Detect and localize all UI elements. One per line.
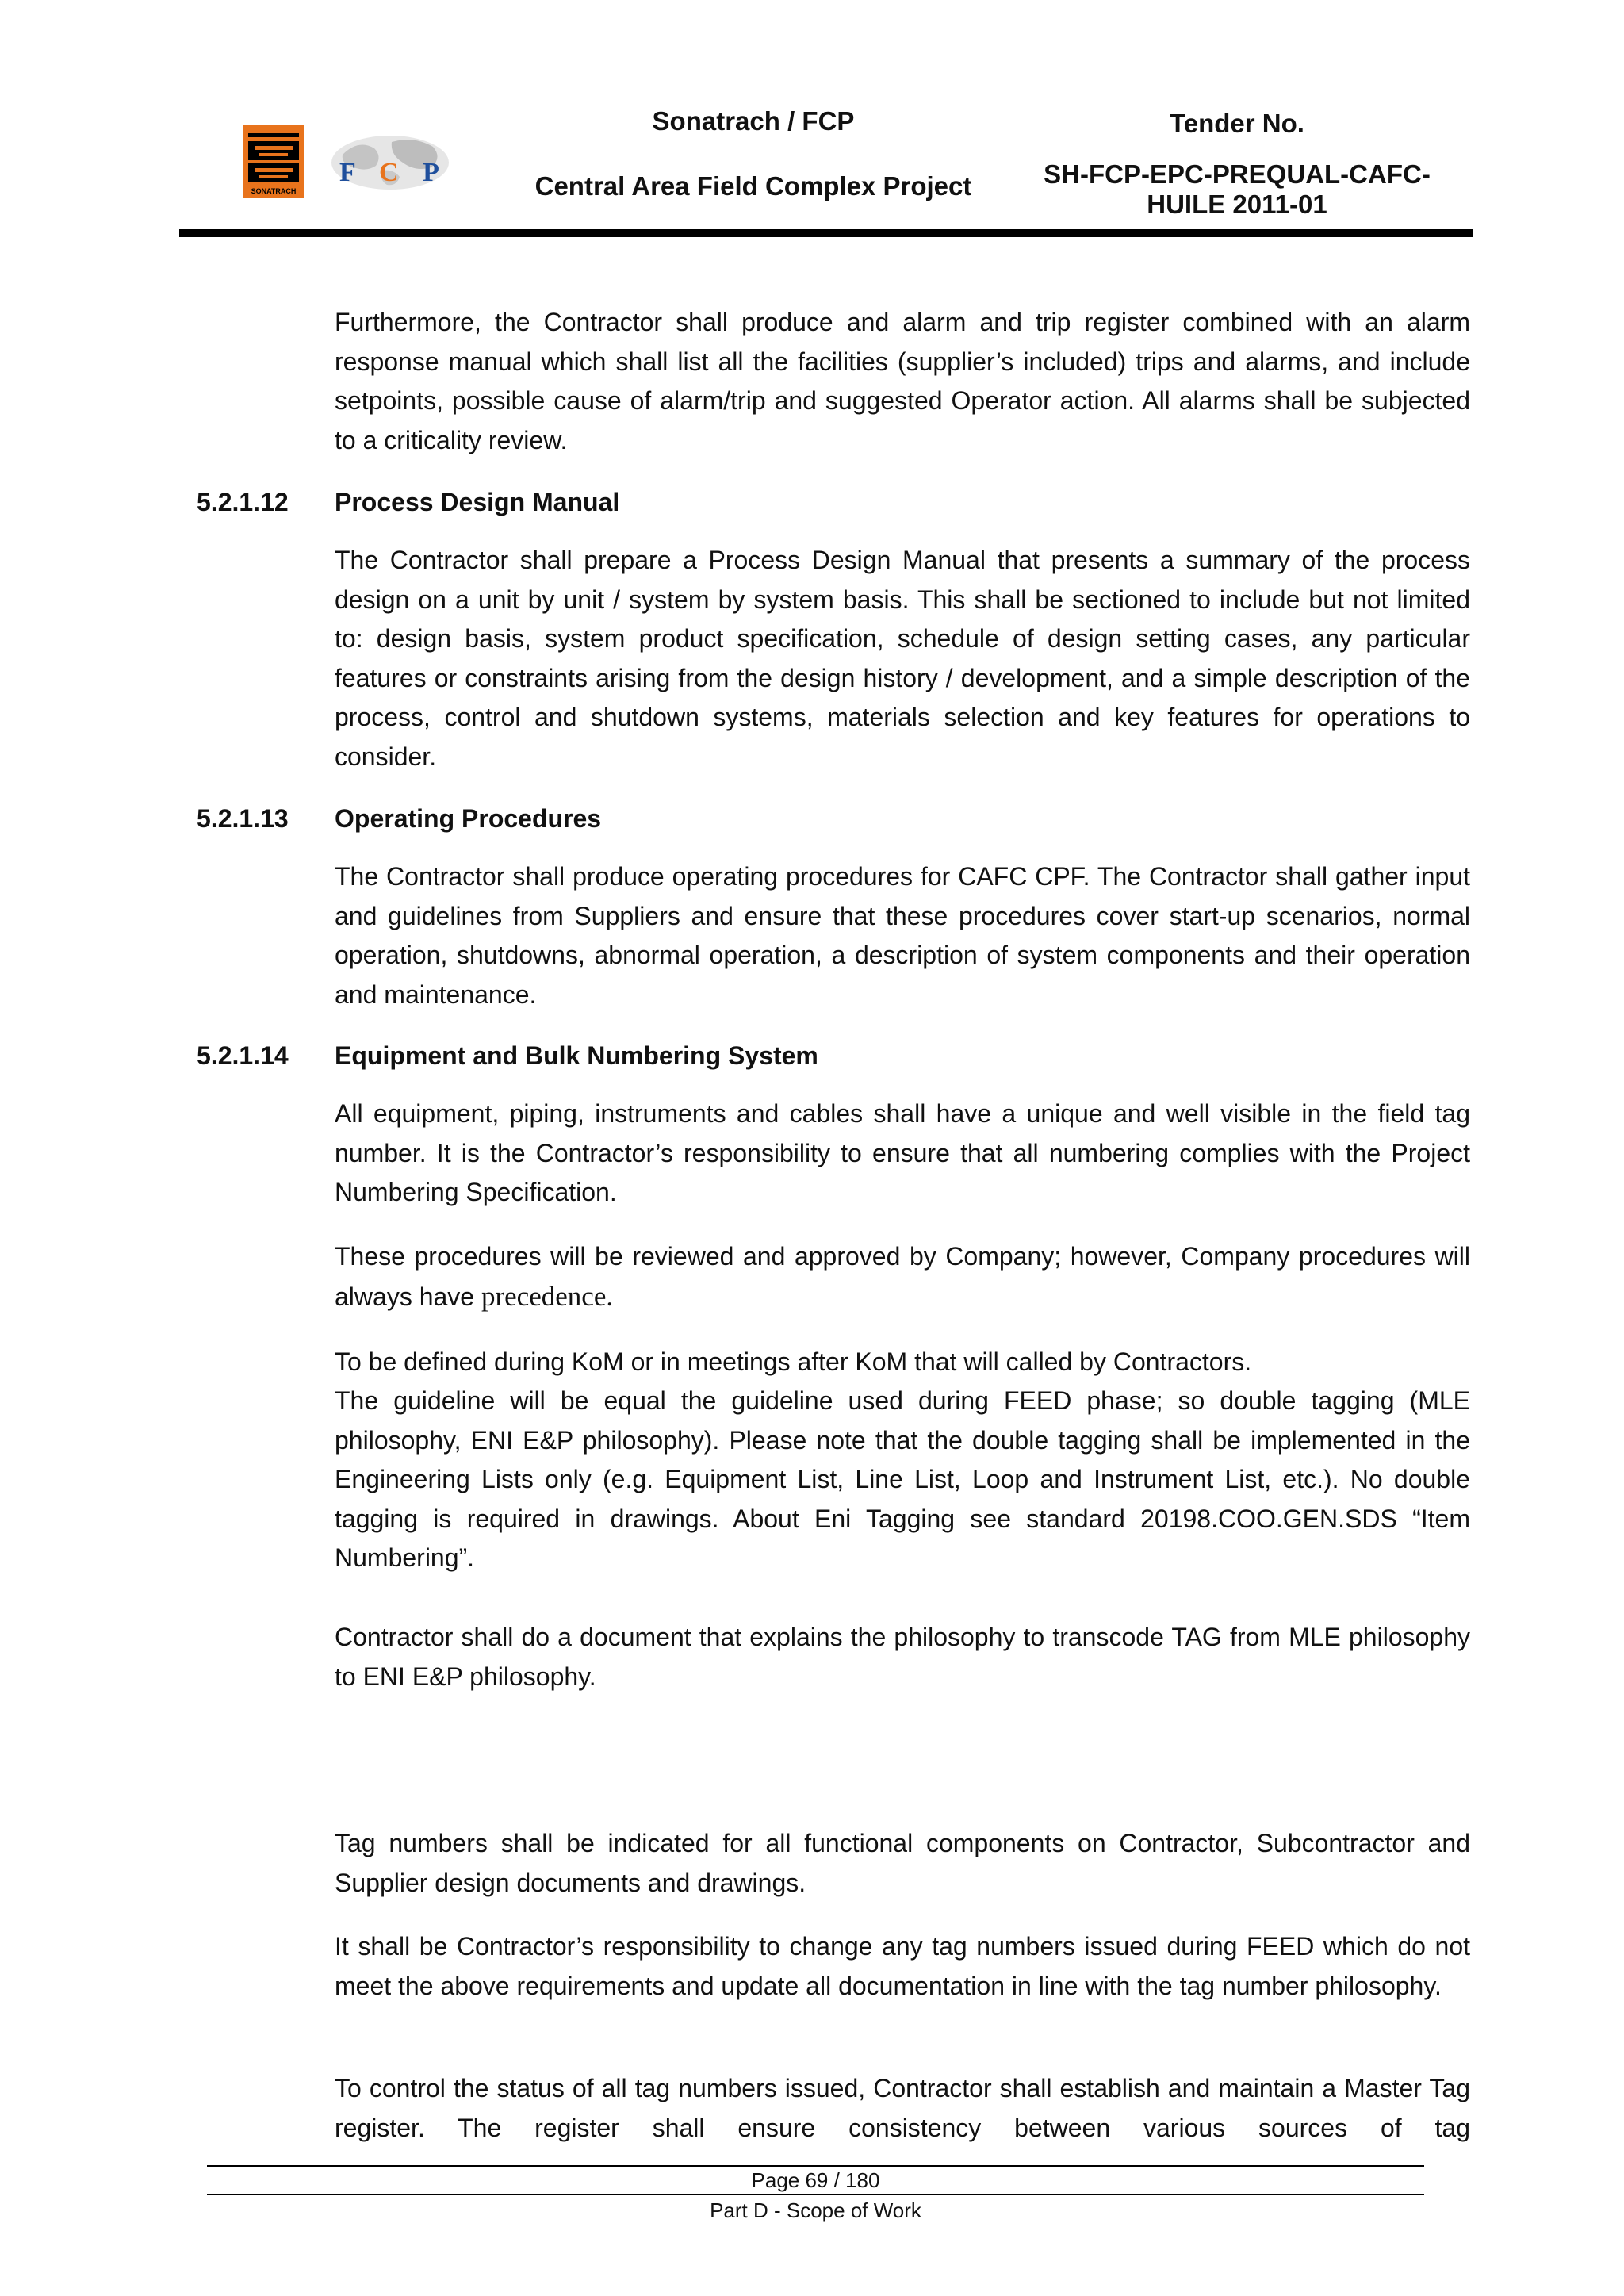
company-name: Sonatrach / FCP xyxy=(652,106,855,136)
footer-rule-bottom xyxy=(207,2194,1424,2195)
section-paragraph: The guideline will be equal the guideline used during FEED phase; so double tagging (MLE philosophy, ENI E&P philosophy). Please note that the double tagging shall be implemented in the Engineering Lists only (e.g. Equipment List, Line List, Loop and Instrument List, etc.). No double tagging is required in drawings. About Eni Tagging see standard 20198.COO.GEN.SDS “Item Numbering”. xyxy=(335,1386,1470,1572)
fcp-logo xyxy=(327,131,454,196)
section-paragraph: To control the status of all tag numbers issued, Contractor shall establish and maintain a Master Tag register. The register shall ensure consistency between various sources of tag xyxy=(335,2074,1470,2142)
section-paragraph-line: To be defined during KoM or in meetings after KoM that will called by Contractors. xyxy=(335,1347,1252,1376)
tender-label: Tender No. xyxy=(1170,109,1304,138)
section-title: Process Design Manual xyxy=(335,488,620,516)
section-paragraph: All equipment, piping, instruments and cables shall have a unique and well visible in the field tag number. It is the Contractor’s responsibility to ensure that all numbering complies with the Project Numbering Specification. xyxy=(335,1099,1470,1206)
fcp-letter-f: F xyxy=(339,158,355,187)
section-paragraph: Contractor shall do a document that explains the philosophy to transcode TAG from MLE philosophy to ENI E&P philosophy. xyxy=(335,1623,1470,1691)
project-name: Central Area Field Complex Project xyxy=(534,171,972,201)
section-title: Equipment and Bulk Numbering System xyxy=(335,1041,818,1070)
section-paragraph: The Contractor shall prepare a Process Design Manual that presents a summary of the process design on a unit by unit / system by system basis. This shall be sectioned to include but not limited to: design basis, system product specification, schedule of design setting cases, any particular features or constraints arising from the design history / development, and a simple description of the process, control and shutdown systems, materials selection and key features for operations to consider. xyxy=(335,546,1470,771)
paragraph-serif-word: precedence. xyxy=(481,1280,614,1312)
page-number: Page 69 / 180 xyxy=(751,2168,880,2192)
footer-part: Part D - Scope of Work xyxy=(710,2198,921,2222)
section-number: 5.2.1.13 xyxy=(197,804,289,833)
sonatrach-logo-label: SONATRACH xyxy=(251,187,297,195)
footer-rule-top xyxy=(207,2165,1424,2167)
tender-number-line2: HUILE 2011-01 xyxy=(1147,190,1327,219)
fcp-letter-p: P xyxy=(423,158,439,187)
fcp-letter-c: C xyxy=(379,158,399,187)
section-number: 5.2.1.14 xyxy=(197,1041,289,1070)
intro-paragraph: Furthermore, the Contractor shall produce and alarm and trip register combined with an alarm response manual which shall list all the facilities (supplier’s included) trips and alarms, and include setpoints, possible cause of alarm/trip and suggested Operator action. All alarms shall be subjected to a criticality review. xyxy=(335,308,1470,454)
section-paragraph: The Contractor shall produce operating procedures for CAFC CPF. The Contractor shall gather input and guidelines from Suppliers and ensure that these procedures cover start-up scenarios, normal operation, shutdowns, abnormal operation, a description of system components and their operation and maintenance. xyxy=(335,862,1470,1009)
section-paragraph xyxy=(335,1237,1470,1317)
sonatrach-logo xyxy=(243,125,304,198)
section-number: 5.2.1.12 xyxy=(197,488,289,516)
header-rule xyxy=(179,229,1473,237)
section-paragraph: It shall be Contractor’s responsibility to change any tag numbers issued during FEED which do not meet the above requirements and update all documentation in line with the tag number philosophy. xyxy=(335,1932,1470,2000)
paragraph-text: These procedures will be reviewed and approved by Company; however, Company procedures will always have xyxy=(335,1242,1470,1311)
tender-number-line1: SH-FCP-EPC-PREQUAL-CAFC- xyxy=(1044,159,1431,189)
section-title: Operating Procedures xyxy=(335,804,602,833)
section-paragraph: Tag numbers shall be indicated for all functional components on Contractor, Subcontractor and Supplier design documents and drawings. xyxy=(335,1829,1470,1897)
